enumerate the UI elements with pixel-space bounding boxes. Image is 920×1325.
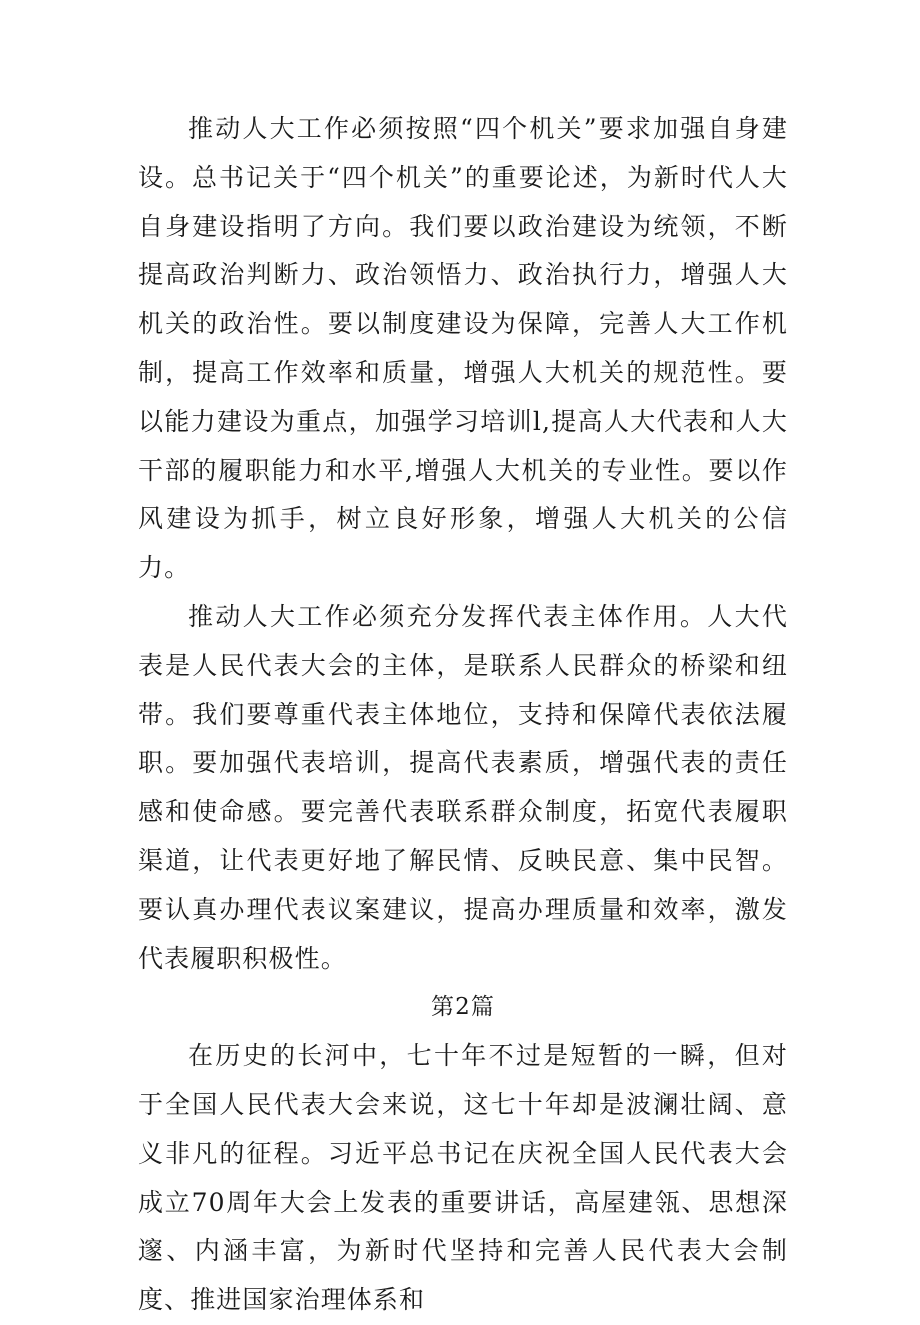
paragraph-seventy-years: 在历史的长河中，七十年不过是短暂的一瞬，但对于全国人民代表大会来说，这七十年却是波澜壮阔、意义非凡的征程。习近平总书记在庆祝全国人民代表大会成立70周年大会上发表的重要讲话，高屋建瓴、思想深邃、内涵丰富，为新时代坚持和完善人民代表大会制度、推进国家治理体系和 xyxy=(138,1041,788,1315)
paragraph-four-organs: 推动人大工作必须按照“四个机关”要求加强自身建设。总书记关于“四个机关”的重要论述，为新时代人大自身建设指明了方向。我们要以政治建设为统领，不断提高政治判断力、政治领悟力、政治执行力，增强人大机关的政治性。要以制度建设为保障，完善人大工作机制，提高工作效率和质量，增强人大机关的规范性。要以能力建设为重点，加强学习培训l,提高人大代表和人大干部的履职能力和水平,增强人大机关的专业性。要以作风建设为抓手，树立良好形象，增强人大机关的公信力。 xyxy=(138,114,788,583)
document-body xyxy=(138,105,788,1325)
paragraph-deputy-role: 推动人大工作必须充分发挥代表主体作用。人大代表是人民代表大会的主体，是联系人民群众的桥梁和纽带。我们要尊重代表主体地位，支持和保障代表依法履职。要加强代表培训，提高代表素质，增强代表的责任感和使命感。要完善代表联系群众制度，拓宽代表履职渠道，让代表更好地了解民情、反映民意、集中民智。要认真办理代表议案建议，提高办理质量和效率，激发代表履职积极性。 xyxy=(138,601,788,973)
section-title: 第2篇 xyxy=(431,994,495,1021)
